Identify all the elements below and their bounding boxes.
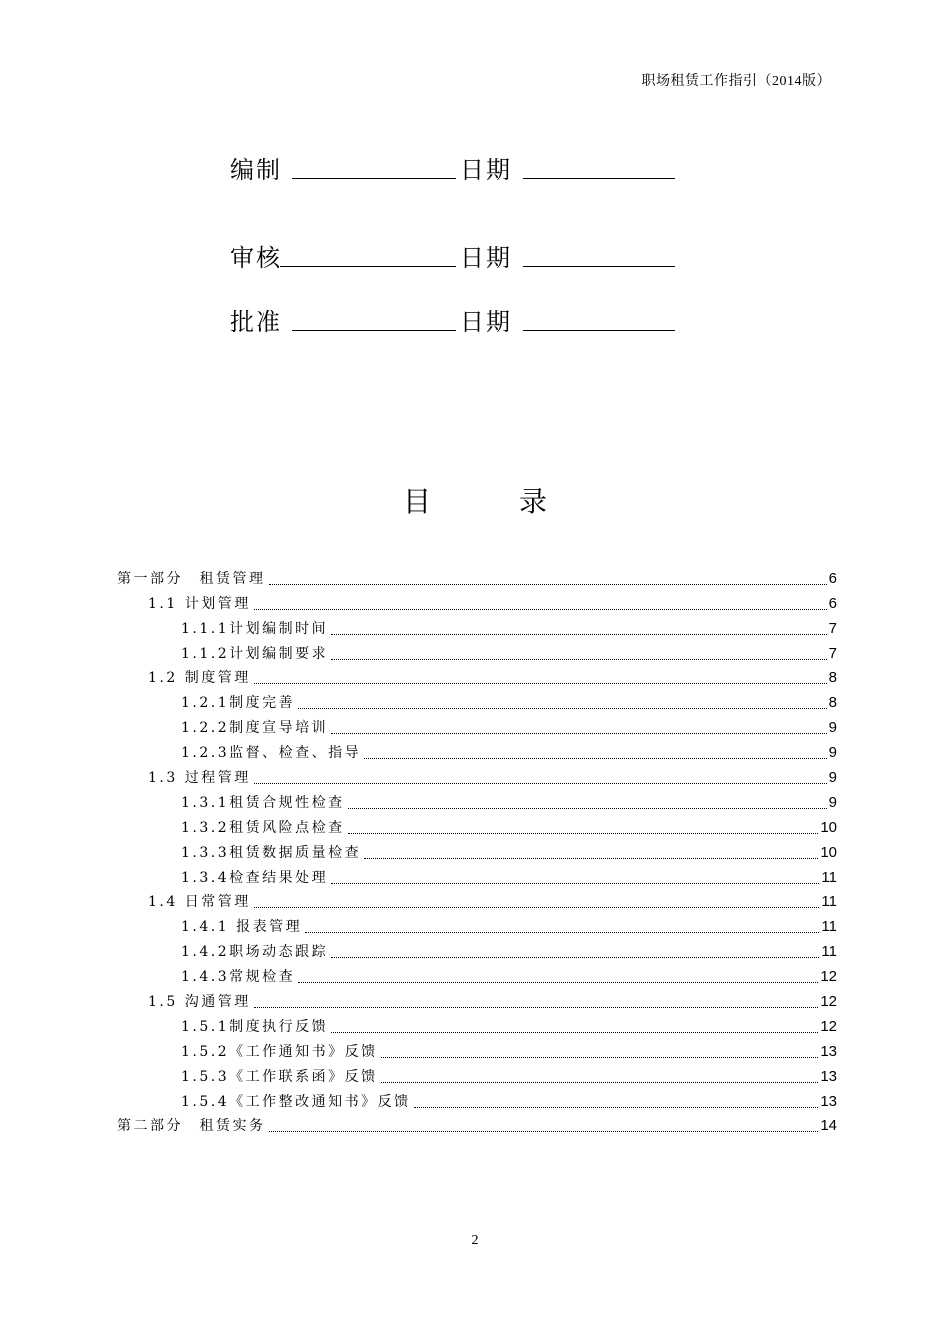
signoff-label: 编制	[230, 156, 282, 184]
toc-entry[interactable]	[117, 590, 837, 615]
toc-entry[interactable]	[117, 864, 837, 889]
toc-leader-dots	[364, 758, 827, 759]
signoff-blank-line	[292, 330, 456, 331]
signoff-row-reviewed	[230, 238, 690, 272]
toc-entry-title: 1.5 沟通管理	[148, 994, 251, 1011]
toc-entry[interactable]	[117, 839, 837, 864]
signoff-label: 审核	[230, 244, 282, 272]
toc-leader-dots	[331, 1032, 818, 1033]
toc-entry-title: 1.3.2租赁风险点检查	[181, 819, 345, 836]
page-number: 2	[471, 1233, 479, 1248]
toc-leader-dots	[348, 833, 819, 834]
toc-entry[interactable]	[117, 913, 837, 938]
toc-entry[interactable]	[117, 1088, 837, 1113]
toc-entry-page: 11	[821, 893, 837, 911]
signoff-label: 批准	[230, 308, 282, 336]
toc-leader-dots	[331, 634, 827, 635]
toc-title-right: 录	[519, 485, 548, 518]
toc-entry-title: 1.5.4《工作整改通知书》反馈	[181, 1093, 411, 1110]
toc-entry-title: 1.2.1制度完善	[181, 695, 296, 712]
toc-entry[interactable]	[117, 789, 837, 814]
toc-entry[interactable]	[117, 764, 837, 789]
toc-entry-page: 7	[828, 644, 837, 662]
date-blank-line	[523, 266, 675, 267]
toc-title-left: 目	[402, 485, 431, 518]
toc-entry-page: 13	[820, 1092, 837, 1110]
toc-entry[interactable]	[117, 665, 837, 690]
toc-entry[interactable]	[117, 565, 837, 590]
toc-entry-page: 10	[820, 843, 837, 861]
toc-entry-title: 1.1.2计划编制要求	[181, 645, 329, 662]
toc-entry-title: 1.3.3租赁数据质量检查	[181, 844, 362, 861]
toc-entry-page: 13	[820, 1067, 837, 1085]
toc-leader-dots	[298, 708, 827, 709]
toc-entry-title: 1.1.1计划编制时间	[181, 620, 329, 637]
date-label: 日期	[460, 244, 512, 272]
toc-entry-page: 8	[828, 694, 837, 712]
toc-entry-title: 1.3.1租赁合规性检查	[181, 794, 345, 811]
toc-entry-title: 1.4.1 报表管理	[181, 919, 303, 936]
toc-leader-dots	[254, 609, 827, 610]
toc-entry-page: 6	[828, 594, 837, 612]
toc-entry[interactable]	[117, 938, 837, 963]
toc-entry[interactable]	[117, 640, 837, 665]
toc-entry-page: 6	[828, 569, 837, 587]
toc-entry-title: 第一部分 租赁管理	[117, 570, 266, 587]
toc-leader-dots	[331, 883, 819, 884]
toc-entry-page: 9	[828, 793, 837, 811]
date-label: 日期	[460, 156, 512, 184]
toc-entry-page: 12	[820, 993, 837, 1011]
toc-entry-title: 1.4.3常规检查	[181, 969, 296, 986]
toc-entry-title: 1.3.4检查结果处理	[181, 869, 329, 886]
toc-leader-dots	[254, 1007, 819, 1008]
toc-leader-dots	[298, 982, 818, 983]
toc-entry-title: 1.5.3《工作联系函》反馈	[181, 1068, 378, 1085]
toc-entry-page: 10	[820, 818, 837, 836]
toc-entry[interactable]	[117, 615, 837, 640]
date-label: 日期	[460, 308, 512, 336]
signoff-blank-line	[292, 178, 456, 179]
toc-leader-dots	[364, 858, 818, 859]
toc-entry-page: 11	[821, 868, 837, 886]
toc-entry[interactable]	[117, 1038, 837, 1063]
toc-entry-page: 8	[828, 669, 837, 687]
toc-leader-dots	[331, 733, 827, 734]
toc-entry-page: 14	[820, 1117, 837, 1135]
toc-entry-page: 9	[828, 719, 837, 737]
toc-entry[interactable]	[117, 739, 837, 764]
toc-entry[interactable]	[117, 1113, 837, 1138]
toc-entry-title: 1.5.1制度执行反馈	[181, 1018, 329, 1035]
toc-leader-dots	[254, 683, 827, 684]
toc-entry-title: 1.2.2制度宣导培训	[181, 720, 329, 737]
toc-leader-dots	[254, 783, 827, 784]
signoff-row-approved	[230, 302, 690, 336]
toc-entry-title: 第二部分 租赁实务	[117, 1118, 266, 1135]
toc-leader-dots	[381, 1057, 819, 1058]
toc-entry[interactable]	[117, 963, 837, 988]
table-of-contents	[117, 565, 837, 1137]
signoff-blank-line	[280, 266, 456, 267]
toc-leader-dots	[381, 1082, 819, 1083]
toc-entry[interactable]	[117, 714, 837, 739]
toc-entry[interactable]	[117, 1013, 837, 1038]
toc-leader-dots	[269, 584, 827, 585]
toc-entry-title: 1.2 制度管理	[148, 670, 251, 687]
toc-entry[interactable]	[117, 889, 837, 914]
toc-entry-title: 1.2.3监督、检查、指导	[181, 745, 362, 762]
toc-entry-title: 1.1 计划管理	[148, 595, 251, 612]
toc-entry[interactable]	[117, 1063, 837, 1088]
toc-leader-dots	[348, 808, 827, 809]
toc-entry-title: 1.4 日常管理	[148, 894, 251, 911]
toc-entry[interactable]	[117, 689, 837, 714]
toc-leader-dots	[331, 659, 827, 660]
date-blank-line	[523, 330, 675, 331]
toc-entry[interactable]	[117, 988, 837, 1013]
toc-leader-dots	[414, 1107, 819, 1108]
toc-leader-dots	[269, 1131, 819, 1132]
toc-entry-title: 1.4.2职场动态跟踪	[181, 944, 329, 961]
toc-leader-dots	[331, 957, 819, 958]
toc-entry-title: 1.5.2《工作通知书》反馈	[181, 1043, 378, 1060]
toc-entry-page: 13	[820, 1042, 837, 1060]
toc-leader-dots	[305, 932, 819, 933]
toc-title	[0, 480, 950, 520]
toc-entry-title: 1.3 过程管理	[148, 770, 251, 787]
toc-leader-dots	[254, 907, 820, 908]
toc-entry[interactable]	[117, 814, 837, 839]
running-header: 职场租赁工作指引（2014版）	[641, 74, 831, 89]
toc-entry-page: 11	[821, 943, 837, 961]
toc-entry-page: 7	[828, 619, 837, 637]
toc-entry-page: 12	[820, 1017, 837, 1035]
toc-entry-page: 9	[828, 744, 837, 762]
signoff-row-prepared	[230, 150, 690, 184]
date-blank-line	[523, 178, 675, 179]
toc-entry-page: 11	[821, 918, 837, 936]
toc-entry-page: 9	[828, 769, 837, 787]
toc-entry-page: 12	[820, 968, 837, 986]
